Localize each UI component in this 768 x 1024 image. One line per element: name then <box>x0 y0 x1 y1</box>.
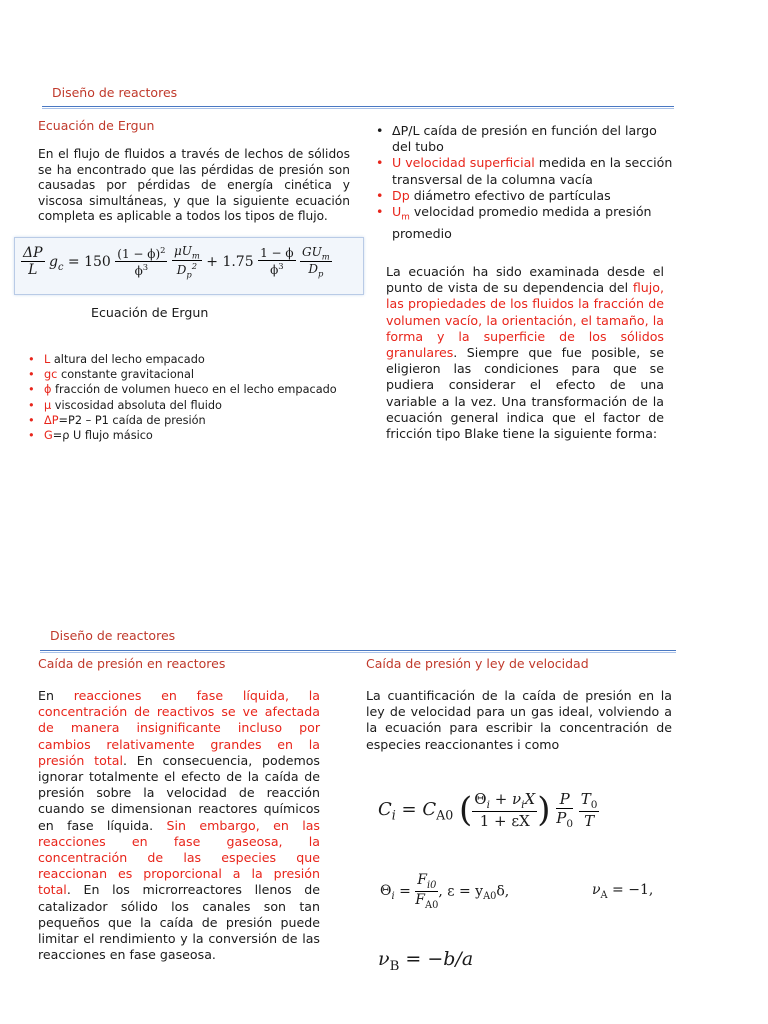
paragraph-highlight: Sin embargo, en las reacciones en fase gaseosa, la concentración de las especies que reaccionan es proporcional a la presión total <box>38 817 320 898</box>
eq-t3-frac <box>258 246 296 277</box>
variable-text: ΔP/L caída de presión en función del largo del tubo <box>392 123 657 155</box>
eq2-delta: δ, <box>496 883 510 900</box>
eq2-num-sub: i0 <box>426 879 437 891</box>
theta-definition-equation <box>380 872 509 911</box>
paragraph-highlight: reacciones en fase líquida, la concentración de reactivos se ve afectada de manera insignificante incluso por cambios relativamente grandes en la presión total <box>38 688 320 768</box>
rate-law-paragraph: La cuantificación de la caída de presión en la ley de velocidad para un gas ideal, volviendo a la ecuación para escribir la concentración de especies reaccionantes i como <box>366 688 672 752</box>
eq-plus-175: + 1.75 <box>206 253 254 270</box>
ergun-caption: Ecuación de Ergun <box>91 305 209 320</box>
variable-item-u <box>374 155 674 187</box>
concentration-equation <box>378 790 599 830</box>
legend-text: =P2 – P1 caída de presión <box>58 413 206 427</box>
eq-t1-num: (1 − ϕ) <box>117 247 161 262</box>
header-rule <box>42 106 674 107</box>
legend-symbol: μ <box>44 398 52 412</box>
variable-symbol: Dp <box>392 187 410 203</box>
eq2-den: F <box>415 891 426 908</box>
eq1-t-frac <box>579 790 600 830</box>
eq-t2-num: μU <box>173 244 192 258</box>
eq-lhs-frac <box>21 245 45 278</box>
eq-gc <box>48 253 64 273</box>
eq2-nu-a-value: = −1, <box>607 882 654 898</box>
eq-t4-den: D <box>308 262 318 277</box>
eq2-y-sub: A0 <box>483 891 497 903</box>
legend-text: viscosidad absoluta del fluido <box>51 398 222 412</box>
eq-t1-den-exp: 3 <box>142 262 149 273</box>
section1-header: Diseño de reactores <box>52 85 178 100</box>
section2-header: Diseño de reactores <box>50 628 176 643</box>
eq1-lhs <box>378 799 396 823</box>
variable-item-dp-l <box>374 123 674 155</box>
eq-t2-den-exp: 2 <box>191 261 198 272</box>
legend-symbol: G <box>44 429 53 443</box>
eq1-t-num-sub: 0 <box>590 799 598 811</box>
paragraph-text: En <box>38 688 74 703</box>
eq2-frac <box>415 872 438 911</box>
eq1-plus: + <box>489 790 513 808</box>
eq-t1-frac <box>115 245 167 278</box>
eq1-t-num: T <box>580 790 591 808</box>
header-rule <box>40 650 676 651</box>
eq1-c-sub: A0 <box>436 807 454 823</box>
paragraph-text: La ecuación ha sido examinada desde el punto de vista de su dependencia del <box>386 264 664 296</box>
variable-item-um <box>374 204 674 242</box>
eq-lhs-den: L <box>28 262 38 279</box>
nu-b-equation <box>378 948 473 974</box>
legend-text: =ρ U flujo másico <box>52 429 153 443</box>
eq1-main-frac <box>472 790 537 830</box>
eq1-paren-open: ( <box>459 790 473 830</box>
ergun-paragraph: En el flujo de fluidos a través de lechos de sólidos se ha encontrado que las pérdidas de presión son causadas por pérdidas de energía cinética y viscosa simultáneas, y que la siguiente ecuación completa es aplicable a todos los tipos de flujo. <box>38 147 350 223</box>
ergun-analysis-paragraph <box>386 264 664 442</box>
legend-item <box>26 413 356 428</box>
legend-symbol: ϕ <box>44 383 52 397</box>
ergun-subtitle: Ecuación de Ergun <box>38 118 155 133</box>
legend-text: constante gravitacional <box>57 368 195 382</box>
eq1-t-den: T <box>584 812 595 830</box>
nu-a-equation <box>592 882 653 901</box>
eq3-nu-b: ν <box>378 948 390 970</box>
legend-item <box>26 367 356 382</box>
eq1-lhs-sym: C <box>378 799 392 820</box>
variable-item-dp <box>374 188 674 204</box>
eq1-p-num: P <box>556 790 573 809</box>
eq2-num: F <box>417 872 427 888</box>
eq1-equals: = <box>401 799 417 820</box>
legend-symbol: gc <box>44 368 58 382</box>
eq1-x: X <box>524 790 536 808</box>
variable-text: medida en la sección transversal de la columna vacía <box>392 155 673 187</box>
eq1-den: 1 + εX <box>479 812 530 830</box>
eq-t1-den: ϕ <box>134 264 143 279</box>
eq2-theta-sym: Θ <box>380 883 392 900</box>
legend-item <box>26 398 356 413</box>
pressure-drop-subtitle: Caída de presión en reactores <box>38 656 226 671</box>
eq-t2-num-sub: m <box>191 250 200 261</box>
variable-symbol: U <box>392 204 402 220</box>
eq1-ca0 <box>422 799 454 823</box>
eq3-value: = −b/a <box>399 948 474 970</box>
legend-text: fracción de volumen hueco en el lecho empacado <box>51 383 337 397</box>
eq1-p-den: P <box>556 809 567 827</box>
eq-lhs-num: ΔP <box>23 245 43 262</box>
legend-item <box>26 352 356 367</box>
variable-list <box>374 123 674 242</box>
eq-t4-num: GU <box>302 245 322 259</box>
eq2-theta-sub: i <box>391 891 395 903</box>
eq-t3-num: 1 − ϕ <box>260 246 294 261</box>
eq1-nu: ν <box>512 790 522 808</box>
legend-symbol: ΔP <box>44 413 59 427</box>
paragraph-text: . En consecuencia, podemos ignorar totalmente el efecto de la caída de presión sobre la velocidad de reacción cuando se dimensionan reactores químicos en fase líquida. <box>38 752 320 833</box>
paragraph-text: . En los microrreactores llenos de catalizador sólido los canales son tan pequeños que la caída de presión puede limitar el rendimiento y la conversión de las reacciones en fase gaseosa. <box>38 882 320 963</box>
paragraph-highlight: flujo, las propiedades de los fluidos la fracción de volumen vacío, la orientación, el tamaño, la forma y la superficie de los sólidos granulares <box>386 280 664 361</box>
eq1-nu-sub: i <box>521 799 525 811</box>
variable-subscript: m <box>401 212 410 223</box>
legend-text: altura del lecho empacado <box>50 353 205 366</box>
eq1-p-den-sub: 0 <box>566 818 573 830</box>
eq1-lhs-sub: i <box>391 807 396 823</box>
eq2-nu-a-sub: A <box>600 889 608 901</box>
pressure-drop-paragraph <box>38 688 320 963</box>
eq-gc-sym: g <box>48 253 58 270</box>
eq-t2-den-sub: p <box>186 269 192 280</box>
variable-text: velocidad promedio medida a presión promedio <box>392 204 652 241</box>
eq1-paren-close: ) <box>537 790 551 830</box>
eq-equals-150: = 150 <box>67 253 111 270</box>
eq1-theta-sub: i <box>486 799 490 811</box>
paragraph-text: . Siempre que fue posible, se eligieron las condiciones para que se pudiera considerar el efecto de una variable a la vez. Una transformación de la ecuación general indica que el factor de fricción tipo Blake tiene la siguiente forma: <box>386 345 664 442</box>
eq2-epsilon: , ε = y <box>438 883 484 900</box>
eq-t4-frac <box>300 245 332 279</box>
eq-t3-den: ϕ <box>270 263 279 278</box>
eq-t2-den: D <box>176 263 187 278</box>
ergun-legend <box>26 352 356 443</box>
variable-text: diámetro efectivo de partículas <box>409 187 611 203</box>
eq-t1-num-exp: 2 <box>160 245 166 256</box>
rate-law-subtitle: Caída de presión y ley de velocidad <box>366 656 589 671</box>
variable-symbol: U velocidad superficial <box>392 155 535 171</box>
legend-item <box>26 382 356 397</box>
legend-item <box>26 428 356 443</box>
eq-gc-sub: c <box>57 261 64 273</box>
eq2-equals: = <box>399 883 411 900</box>
eq2-nu-a: ν <box>592 882 601 898</box>
eq2-den-sub: A0 <box>425 899 439 911</box>
eq-t4-den-sub: p <box>317 268 324 279</box>
eq-t2-frac <box>172 244 202 280</box>
eq1-theta: Θ <box>474 790 487 808</box>
eq2-theta <box>380 883 395 903</box>
eq1-p-frac <box>556 790 573 830</box>
eq-t4-num-sub: m <box>321 251 330 262</box>
eq3-nu-b-sub: B <box>389 958 400 974</box>
legend-symbol: L <box>44 353 51 366</box>
eq1-c-sym: C <box>422 799 437 820</box>
eq-t3-den-exp: 3 <box>278 261 284 272</box>
ergun-equation <box>14 237 364 295</box>
